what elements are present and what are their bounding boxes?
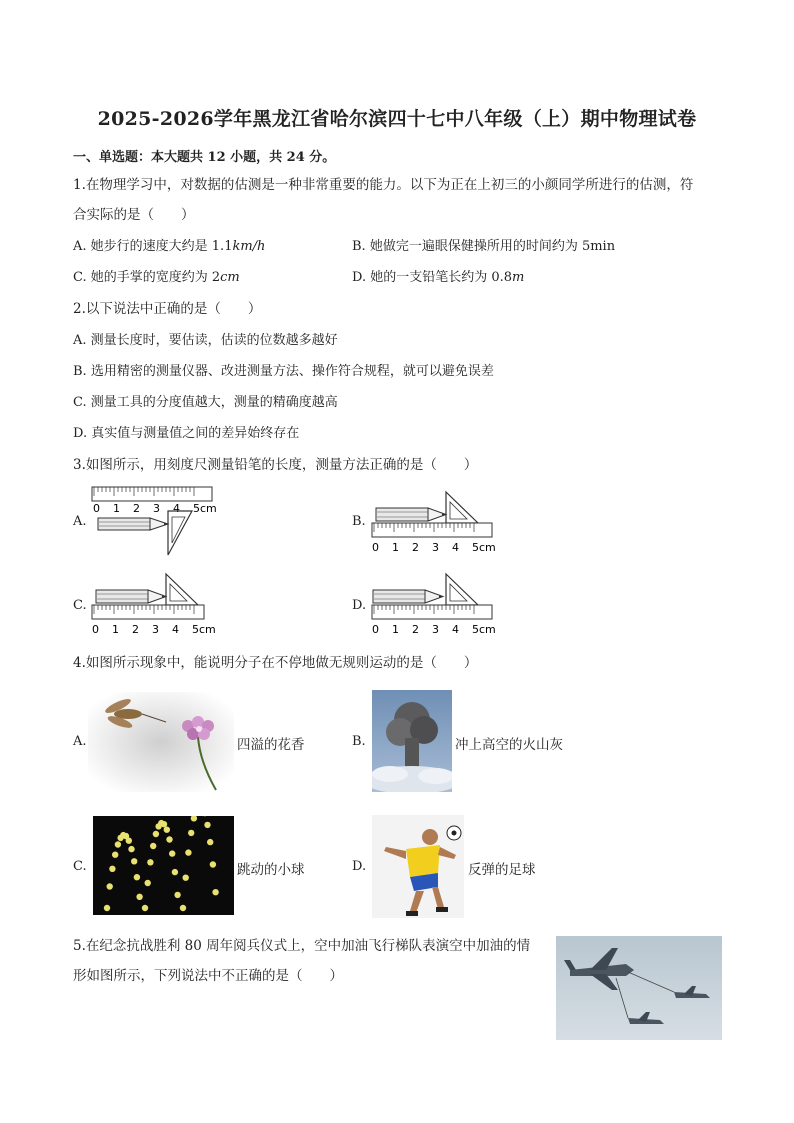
ball-dot: [207, 839, 213, 845]
ball-dot: [131, 858, 137, 864]
tick-label: 2: [412, 541, 419, 554]
q4-option-b-label[interactable]: B.: [352, 734, 366, 749]
tick-label: 4: [452, 541, 459, 554]
ball-dot: [212, 889, 218, 895]
q3-option-d-label[interactable]: D.: [352, 598, 367, 613]
q4-caption-d: 反弹的足球: [468, 862, 536, 878]
q4-image-soccer-player: [372, 815, 464, 918]
q2-stem: 2.以下说法中正确的是（ ）: [73, 301, 262, 317]
ruler-labels: [93, 502, 217, 515]
q1-option-b[interactable]: B. 她做完一遍眼保健操所用的时间约为 5min: [352, 239, 616, 254]
q4-caption-b: 冲上高空的火山灰: [455, 737, 563, 753]
q4-image-bouncing-ball: [93, 816, 234, 915]
tick-label: 2: [132, 623, 139, 636]
ball-dot: [136, 894, 142, 900]
tick-label: 5cm: [472, 623, 496, 636]
pencil: [96, 590, 166, 603]
tick-label: 0: [372, 623, 379, 636]
q1-option-d[interactable]: [352, 268, 524, 288]
q1-option-d-unit: m: [512, 270, 525, 285]
q1-option-d-text: D. 她的一支铅笔长约为 0.8: [352, 270, 513, 285]
q3-figure-d: [370, 572, 510, 640]
q3-figure-b: [370, 490, 510, 558]
ruler-labels: [372, 541, 496, 554]
q2-option-d[interactable]: D. 真实值与测量值之间的差异始终存在: [73, 426, 300, 441]
triangle-ruler: [166, 574, 198, 605]
ball-dot: [174, 892, 180, 898]
q3-figure-a: [90, 485, 230, 560]
tick-label: 1: [392, 541, 399, 554]
triangle-ruler: [446, 574, 478, 605]
tick-label: 0: [92, 623, 99, 636]
tick-label: 1: [113, 502, 120, 515]
q4-caption-a: 四溢的花香: [237, 737, 305, 753]
tick-label: 4: [173, 502, 180, 515]
ball-dot: [147, 859, 153, 865]
tick-label: 3: [153, 502, 160, 515]
ball-dot: [188, 830, 194, 836]
ruler-labels: [92, 623, 216, 636]
q1-option-c-unit: cm: [220, 270, 240, 285]
q4-caption-c: 跳动的小球: [237, 862, 305, 878]
q1-option-a[interactable]: [73, 237, 265, 257]
tick-label: 5cm: [472, 541, 496, 554]
ball-dot: [183, 875, 189, 881]
q5-stem-line1: 5.在纪念抗战胜利 80 周年阅兵仪式上，空中加油飞行梯队表演空中加油的情: [73, 938, 531, 954]
ball-dot: [153, 831, 159, 837]
q1-stem-line1: 1.在物理学习中，对数据的估测是一种非常重要的能力。以下为正在上初三的小颜同学所进行的估测，符: [73, 177, 694, 193]
q5-image-aerial-refueling: [556, 936, 722, 1040]
ball-dot: [134, 874, 140, 880]
ball-dot: [107, 883, 113, 889]
ball-dot: [180, 905, 186, 911]
ball-dot: [126, 838, 132, 844]
q3-option-b-label[interactable]: B.: [352, 514, 366, 529]
ball-dot: [145, 880, 151, 886]
q5-stem-line2: 形如图所示，下列说法中不正确的是（ ）: [73, 968, 343, 984]
ball-dot: [112, 852, 118, 858]
ball-dot: [164, 827, 170, 833]
ball-dot: [128, 846, 134, 852]
ball-dot: [166, 836, 172, 842]
tick-label: 5cm: [192, 623, 216, 636]
q4-option-c-label[interactable]: C.: [73, 859, 87, 874]
q1-option-a-text: A. 她步行的速度大约是 1.1: [73, 239, 233, 254]
ruler-labels: [372, 623, 496, 636]
q1-option-a-unit: km/h: [232, 239, 266, 254]
tick-label: 1: [112, 623, 119, 636]
tick-label: 4: [452, 623, 459, 636]
triangle-ruler: [168, 511, 192, 555]
ball-dot: [115, 841, 121, 847]
ball-dot: [161, 821, 167, 827]
q3-option-c-label[interactable]: C.: [73, 598, 87, 613]
ball-dot: [150, 843, 156, 849]
q4-option-a-label[interactable]: A.: [73, 734, 87, 749]
tick-label: 5cm: [193, 502, 217, 515]
tick-label: 3: [432, 623, 439, 636]
q4-image-volcano-ash: [372, 690, 452, 792]
pencil: [376, 508, 446, 521]
triangle-ruler: [446, 492, 478, 523]
page-title: 2025-2026学年黑龙江省哈尔滨四十七中八年级（上）期中物理试卷: [97, 108, 697, 130]
tick-label: 0: [372, 541, 379, 554]
ball-dot: [185, 849, 191, 855]
ball-dot: [142, 905, 148, 911]
q2-option-b[interactable]: B. 选用精密的测量仪器、改进测量方法、操作符合规程，就可以避免误差: [73, 364, 494, 379]
ball-dot: [204, 822, 210, 828]
tick-label: 3: [152, 623, 159, 636]
ball-dot: [104, 905, 110, 911]
q3-stem: 3.如图所示，用刻度尺测量铅笔的长度，测量方法正确的是（ ）: [73, 457, 478, 473]
q3-figure-c: [90, 572, 230, 640]
q3-option-a-label[interactable]: A.: [73, 514, 87, 529]
ball-dot: [169, 850, 175, 856]
q2-option-c[interactable]: C. 测量工具的分度值越大，测量的精确度越高: [73, 395, 338, 410]
q4-option-d-label[interactable]: D.: [352, 859, 367, 874]
pencil: [98, 518, 168, 530]
tick-label: 3: [432, 541, 439, 554]
section-heading: 一、单选题：本大题共 12 小题，共 24 分。: [73, 150, 336, 165]
q1-stem-line2: 合实际的是（ ）: [73, 207, 195, 223]
q2-option-a[interactable]: A. 测量长度时，要估读，估读的位数越多越好: [73, 333, 338, 348]
q4-image-flower-moth: [88, 692, 234, 792]
ball-dot: [109, 866, 115, 872]
tick-label: 2: [133, 502, 140, 515]
tick-label: 4: [172, 623, 179, 636]
q1-option-c[interactable]: [73, 268, 240, 288]
pencil: [373, 590, 443, 603]
ball-dot: [210, 861, 216, 867]
tick-label: 1: [392, 623, 399, 636]
tick-label: 0: [93, 502, 100, 515]
q1-option-c-text: C. 她的手掌的宽度约为 2: [73, 270, 221, 285]
ball-dot: [172, 869, 178, 875]
tick-label: 2: [412, 623, 419, 636]
q4-stem: 4.如图所示现象中，能说明分子在不停地做无规则运动的是（ ）: [73, 655, 478, 671]
